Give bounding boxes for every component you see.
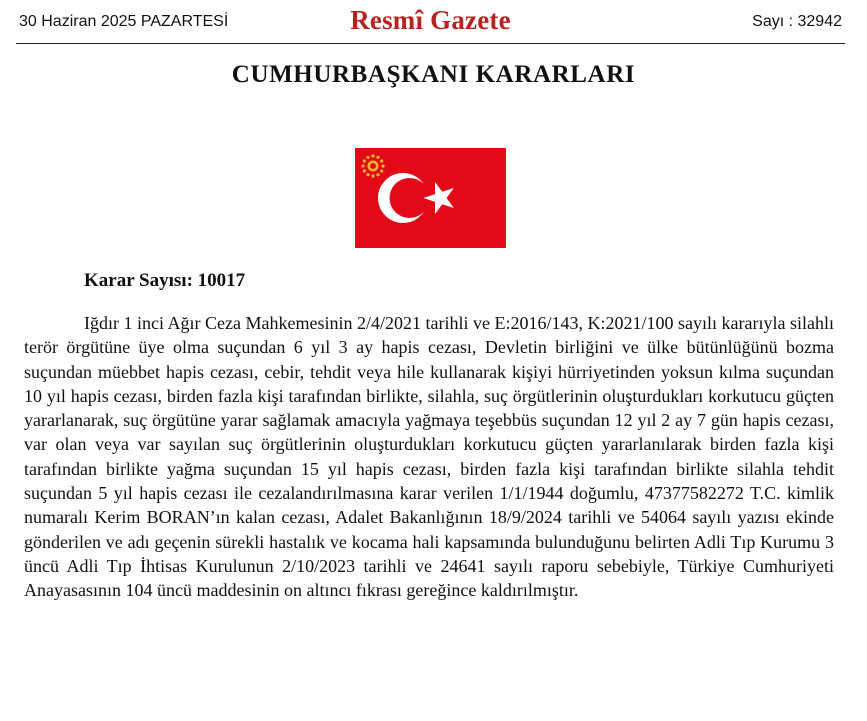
header-divider — [16, 43, 845, 44]
issue-number: Sayı : 32942 — [752, 13, 842, 30]
decision-text: Iğdır 1 inci Ağır Ceza Mahkemesinin 2/4/2021 tarihli ve E:2016/143, K:2021/100 sayılı kararıyla silahlı terör örgütüne üye olma suçundan 6 yıl 3 ay hapis cezası, Devletin birliğini ve ülke bütünlüğünü bozma suçundan müebbet hapis cezası, cebir, tehdit veya hile kullanarak kişiyi hürriyetinden yoksun kılma suçundan 10 yıl hapis cezası, birden fazla kişi tarafından birlikte, silahla, suç örgütlerinin oluşturdukları korkutucu güçten yararlanarak, suç örgütüne yarar sağlamak amacıyla yağmaya teşebbüs suçundan 12 yıl 2 ay 7 gün hapis cezası, var olan veya var sayılan suç örgütlerinin oluşturdukları korkutucu güçten yararlanılarak birden fazla kişi tarafından birlikte yağma suçundan 15 yıl hapis cezası, birden fazla kişi tarafından birlikte silahla tehdit suçundan 5 yıl hapis cezası ile cezalandırılmasına karar verilen 1/1/1944 doğumlu, 47377582272 T.C. kimlik numaralı Kerim BORAN’ın kalan cezası, Adalet Bakanlığının 18/9/2024 tarihli ve 54064 sayılı yazısı ekinde gönderilen ve adı geçenin sürekli hastalık ve kocama hali kapsamında bulunduğunu belirten Adli Tıp Kurumu 3 üncü Adli Tıp İhtisas Kurulunun 2/10/2023 tarihli ve 24641 sayılı raporu sebebiyle, Türkiye Cumhuriyeti Anayasasının 104 üncü maddesinin on altıncı fıkrası gereğince kaldırılmıştır. — [24, 313, 834, 601]
publication-date: 30 Haziran 2025 PAZARTESİ — [19, 13, 229, 30]
decision-number: Karar Sayısı: 10017 — [84, 270, 246, 291]
gazette-title: Resmî Gazete — [350, 5, 511, 35]
turkish-flag-emblem-icon — [355, 148, 506, 248]
section-title: CUMHURBAŞKANI KARARLARI — [231, 61, 636, 88]
gazette-header — [16, 0, 845, 44]
flag-graphic — [355, 148, 506, 248]
